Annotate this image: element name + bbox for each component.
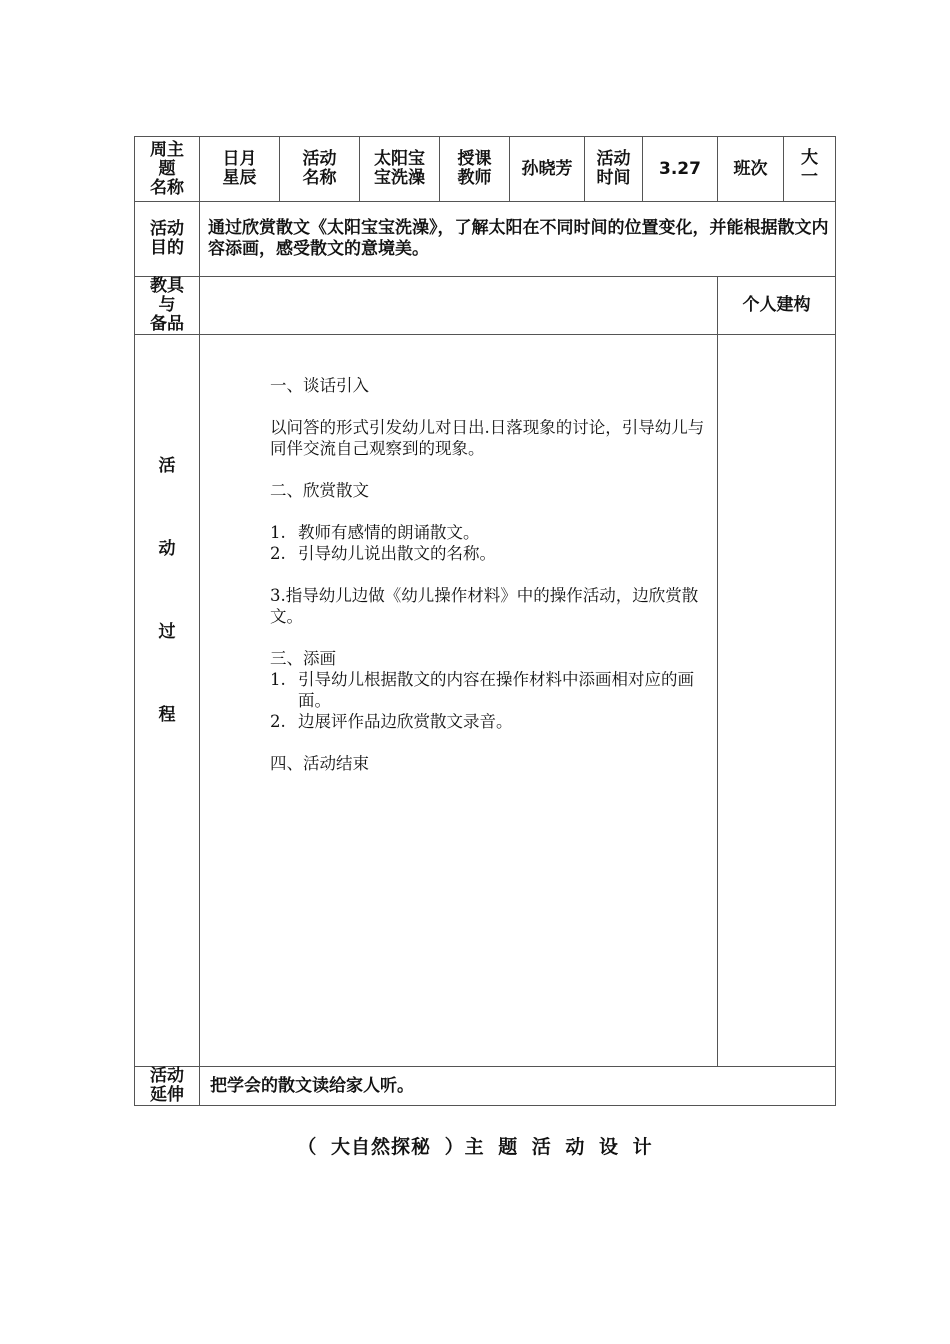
materials-value [200,277,718,335]
goal-text: 通过欣赏散文《太阳宝宝洗澡》，了解太阳在不同时间的位置变化，并能根据散文内容添画，感受散文的意境美。 [200,202,836,277]
process-content [200,335,718,1067]
activity-name-value: 太阳宝 宝洗澡 [360,137,440,202]
personal-construction-cell [718,335,836,1067]
process-label: 活 动 过 程 [135,335,200,1067]
section-3-title: 三、添画 [270,649,336,668]
weekly-theme-label: 周主 题 名称 [135,137,200,202]
teacher-value: 孙晓芳 [510,137,585,202]
list-item: 1. 引导幼儿根据散文的内容在操作材料中添画相对应的画面。 [270,670,694,710]
section-1-text: 以问答的形式引发幼儿对日出.日落现象的讨论，引导幼儿与同伴交流自己观察到的现象。 [270,418,705,458]
activity-name-label: 活动 名称 [280,137,360,202]
list-item: 2. 引导幼儿说出散文的名称。 [270,544,496,563]
extension-label: 活动 延伸 [135,1067,200,1106]
theme-activity-design-title: （ 大自然探秘 ）主 题 活 动 设 计 [297,1136,653,1158]
process-row [135,335,836,1067]
teacher-label: 授课 教师 [440,137,510,202]
materials-label: 教具 与 备品 [135,277,200,335]
goal-row [135,202,836,277]
extension-text: 把学会的散文读给家人听。 [200,1067,836,1106]
personal-construction-label: 个人建构 [718,277,836,335]
section-4-title: 四、活动结束 [270,754,369,773]
header-row [135,137,836,202]
section-2-title: 二、欣赏散文 [270,481,369,500]
section-2-item-3: 3.指导幼儿边做《幼儿操作材料》中的操作活动，边欣赏散文。 [270,586,699,626]
materials-row [135,277,836,335]
class-value: 大 一 [784,137,836,202]
list-item: 2. 边展评作品边欣赏散文录音。 [270,712,513,731]
weekly-theme-value: 日月 星辰 [200,137,280,202]
activity-time-value: 3.27 [643,137,718,202]
activity-time-label: 活动 时间 [585,137,643,202]
extension-row [135,1067,836,1106]
class-label: 班次 [718,137,784,202]
list-item: 1. 教师有感情的朗诵散文。 [270,523,480,542]
goal-label: 活动 目的 [135,202,200,277]
section-1-title: 一、谈话引入 [270,376,369,395]
activity-plan-table [134,136,836,1106]
